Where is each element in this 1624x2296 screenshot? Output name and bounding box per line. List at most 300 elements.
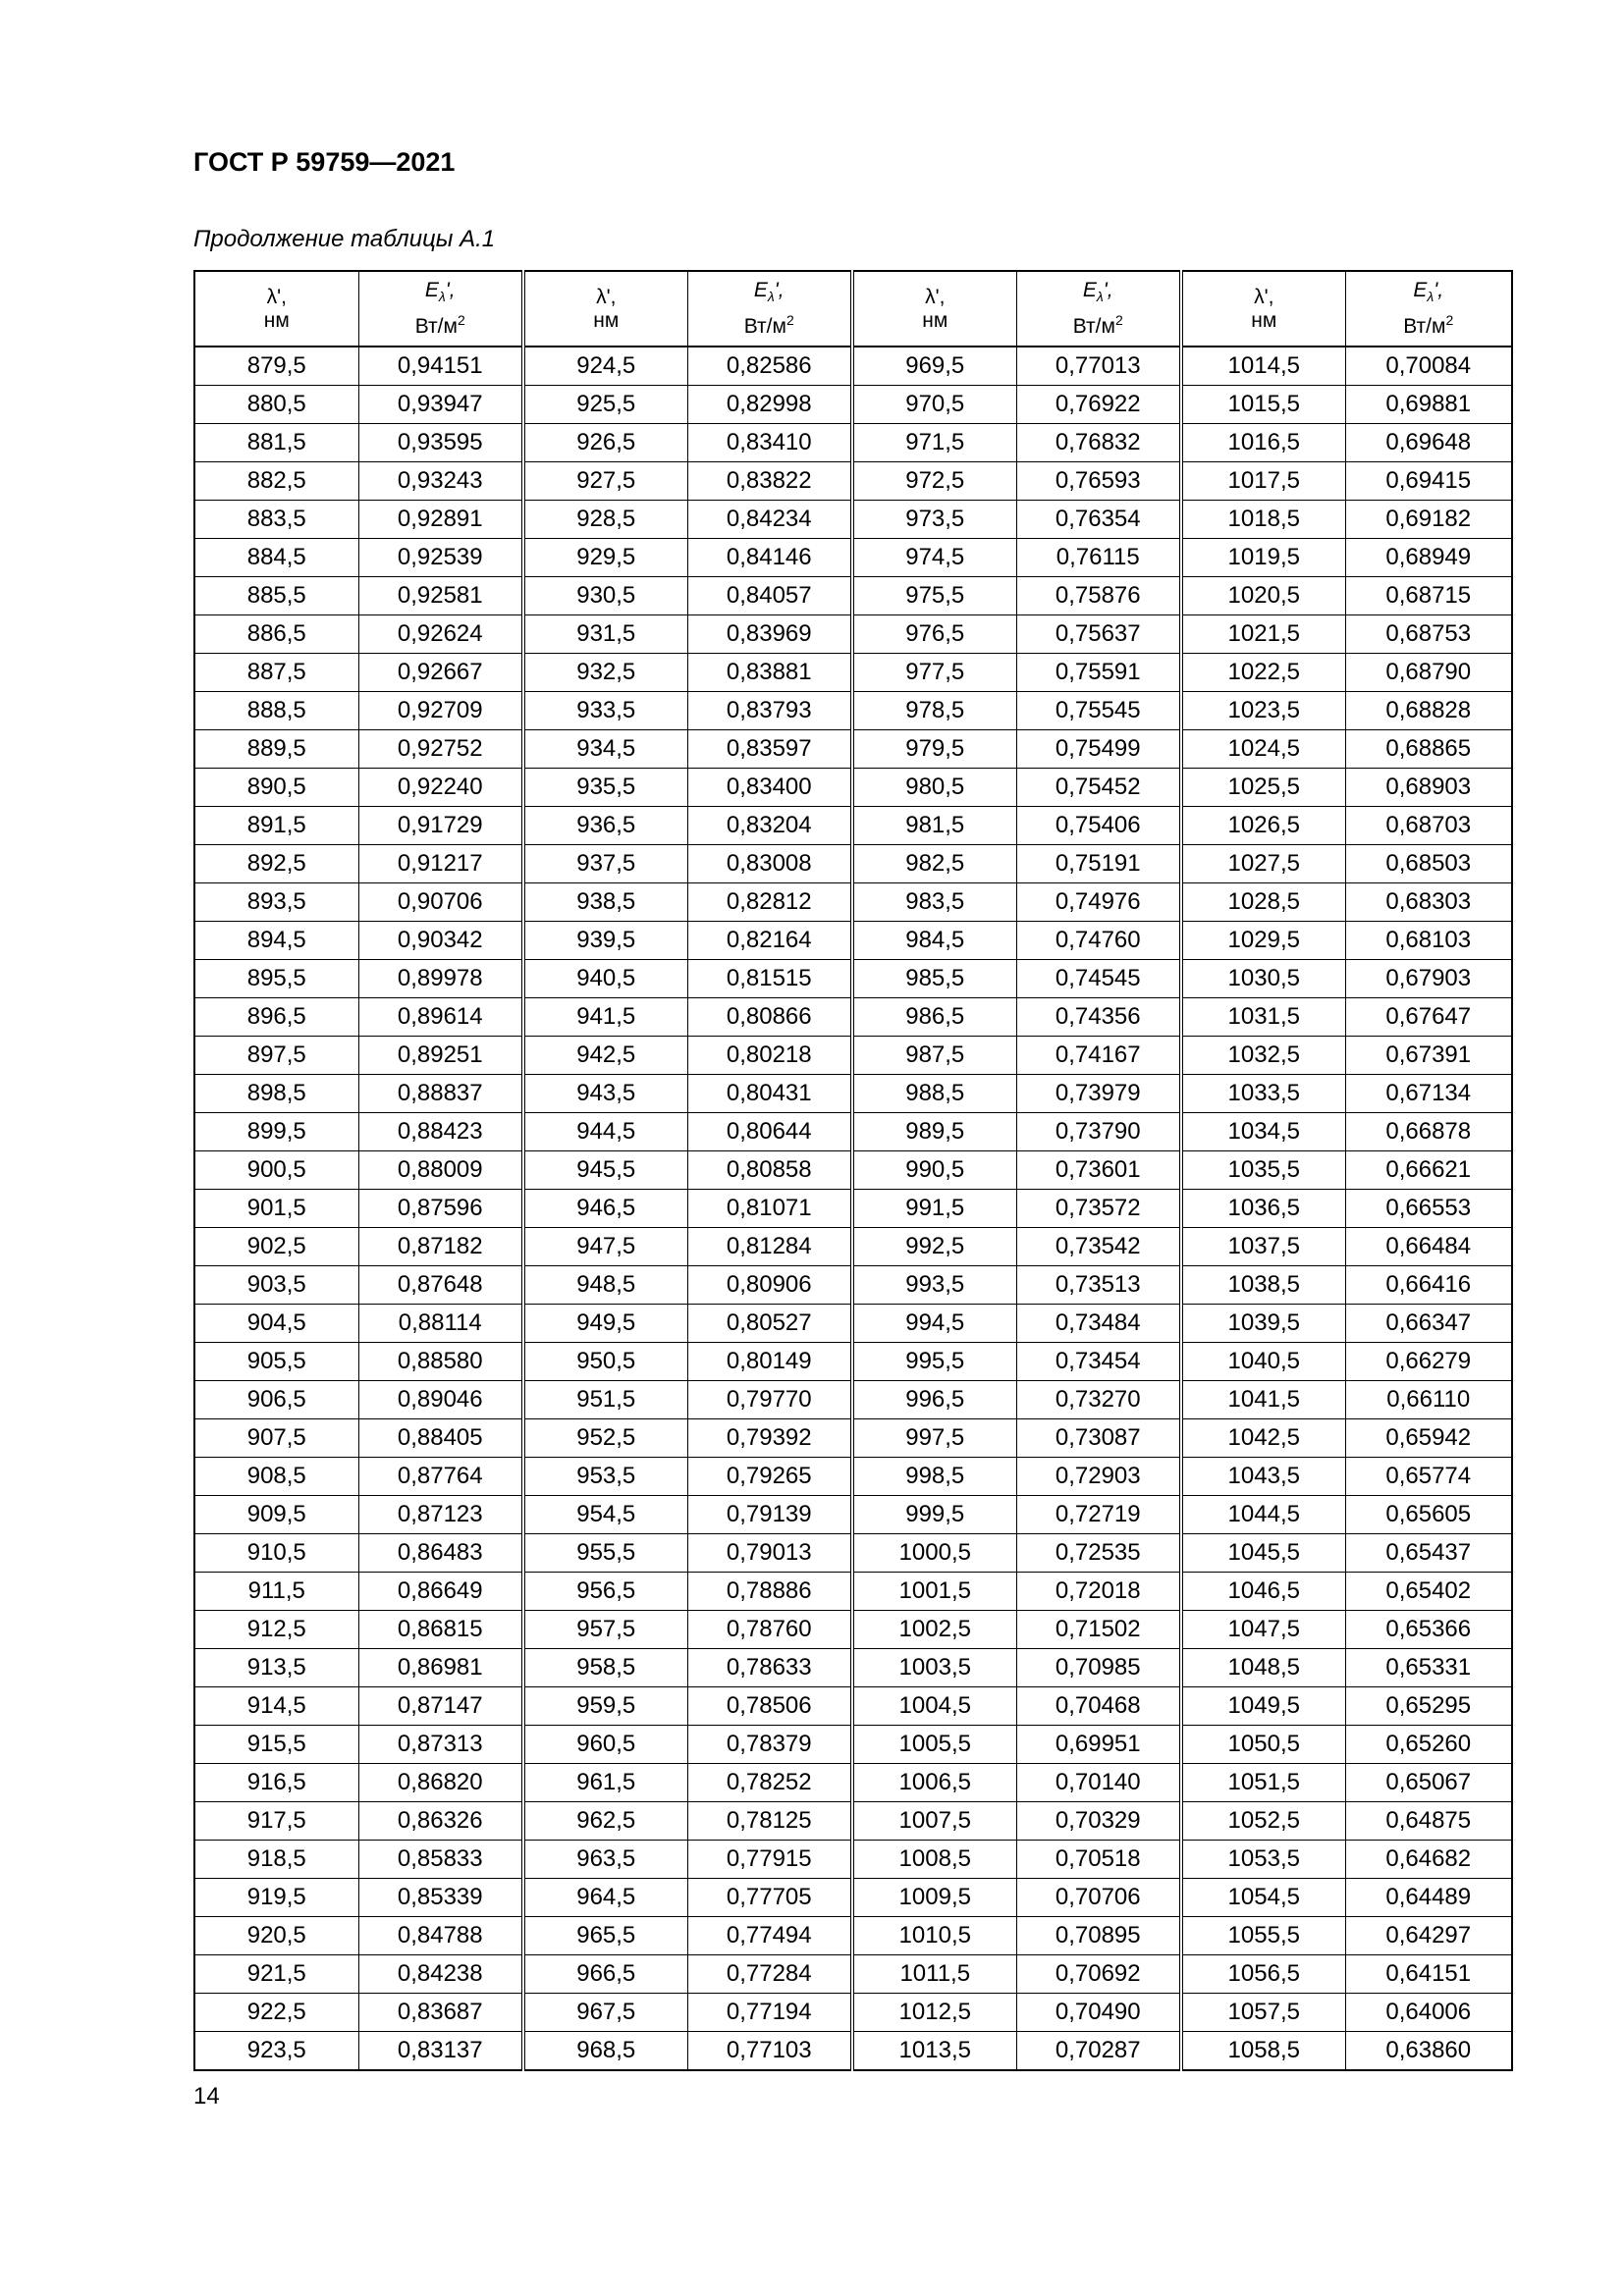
header-line-2: нм [263, 308, 290, 332]
wavelength-cell: 1020,5 [1181, 577, 1345, 615]
irradiance-cell: 0,68503 [1345, 845, 1512, 883]
irradiance-cell: 0,73454 [1016, 1343, 1181, 1381]
wavelength-cell: 1029,5 [1181, 922, 1345, 960]
wavelength-cell: 1032,5 [1181, 1037, 1345, 1075]
irradiance-cell: 0,83822 [687, 462, 852, 501]
header-wavelength [852, 271, 1016, 347]
wavelength-cell: 885,5 [194, 577, 358, 615]
table-row [194, 1458, 1512, 1496]
irradiance-cell: 0,92667 [358, 654, 523, 692]
irradiance-cell: 0,78506 [687, 1687, 852, 1726]
table-row [194, 998, 1512, 1037]
table-row [194, 1343, 1512, 1381]
wavelength-cell: 1012,5 [852, 1994, 1016, 2032]
wavelength-cell: 895,5 [194, 960, 358, 998]
irradiance-cell: 0,65366 [1345, 1611, 1512, 1649]
table-row [194, 1917, 1512, 1955]
wavelength-cell: 977,5 [852, 654, 1016, 692]
wavelength-cell: 988,5 [852, 1075, 1016, 1113]
irradiance-cell: 0,80866 [687, 998, 852, 1037]
header-wavelength [194, 271, 358, 347]
irradiance-cell: 0,65260 [1345, 1726, 1512, 1764]
irradiance-cell: 0,90706 [358, 883, 523, 922]
irradiance-cell: 0,86326 [358, 1802, 523, 1841]
wavelength-cell: 1011,5 [852, 1955, 1016, 1994]
wavelength-cell: 1026,5 [1181, 807, 1345, 845]
wavelength-cell: 924,5 [523, 347, 687, 386]
wavelength-cell: 944,5 [523, 1113, 687, 1151]
wavelength-cell: 1027,5 [1181, 845, 1345, 883]
wavelength-cell: 970,5 [852, 386, 1016, 424]
irradiance-cell: 0,75876 [1016, 577, 1181, 615]
wavelength-cell: 1021,5 [1181, 615, 1345, 654]
irradiance-cell: 0,70490 [1016, 1994, 1181, 2032]
irradiance-cell: 0,78125 [687, 1802, 852, 1841]
irradiance-cell: 0,92240 [358, 769, 523, 807]
wavelength-cell: 965,5 [523, 1917, 687, 1955]
irradiance-cell: 0,83687 [358, 1994, 523, 2032]
irradiance-cell: 0,87147 [358, 1687, 523, 1726]
wavelength-cell: 932,5 [523, 654, 687, 692]
header-line-1: $E_\lambda'$, [753, 278, 785, 305]
wavelength-cell: 897,5 [194, 1037, 358, 1075]
irradiance-cell: 0,74356 [1016, 998, 1181, 1037]
irradiance-cell: 0,66416 [1345, 1266, 1512, 1305]
wavelength-cell: 990,5 [852, 1151, 1016, 1190]
header-line-2: $Вт/м^2$ [1403, 312, 1454, 339]
irradiance-cell: 0,70468 [1016, 1687, 1181, 1726]
irradiance-cell: 0,70706 [1016, 1879, 1181, 1917]
irradiance-cell: 0,92539 [358, 539, 523, 577]
wavelength-cell: 920,5 [194, 1917, 358, 1955]
wavelength-cell: 925,5 [523, 386, 687, 424]
wavelength-cell: 898,5 [194, 1075, 358, 1113]
header-wavelength [523, 271, 687, 347]
irradiance-cell: 0,69951 [1016, 1726, 1181, 1764]
wavelength-cell: 1008,5 [852, 1841, 1016, 1879]
table-row [194, 1419, 1512, 1458]
wavelength-cell: 1041,5 [1181, 1381, 1345, 1419]
wavelength-cell: 919,5 [194, 1879, 358, 1917]
wavelength-cell: 942,5 [523, 1037, 687, 1075]
irradiance-cell: 0,92891 [358, 501, 523, 539]
irradiance-cell: 0,64875 [1345, 1802, 1512, 1841]
header-irradiance [1016, 271, 1181, 347]
irradiance-cell: 0,70518 [1016, 1841, 1181, 1879]
irradiance-cell: 0,66110 [1345, 1381, 1512, 1419]
irradiance-cell: 0,77705 [687, 1879, 852, 1917]
wavelength-cell: 1014,5 [1181, 347, 1345, 386]
wavelength-cell: 1003,5 [852, 1649, 1016, 1687]
header-line-2: нм [922, 308, 948, 332]
table-caption: Продолжение таблицы А.1 [193, 226, 496, 252]
wavelength-cell: 1002,5 [852, 1611, 1016, 1649]
irradiance-cell: 0,81071 [687, 1190, 852, 1228]
table-row [194, 1190, 1512, 1228]
wavelength-cell: 1034,5 [1181, 1113, 1345, 1151]
irradiance-cell: 0,89251 [358, 1037, 523, 1075]
irradiance-cell: 0,75545 [1016, 692, 1181, 730]
irradiance-cell: 0,79770 [687, 1381, 852, 1419]
irradiance-cell: 0,89046 [358, 1381, 523, 1419]
header-irradiance [358, 271, 523, 347]
wavelength-cell: 909,5 [194, 1496, 358, 1534]
wavelength-cell: 883,5 [194, 501, 358, 539]
table-row [194, 347, 1512, 386]
table-row [194, 2032, 1512, 2071]
wavelength-cell: 1058,5 [1181, 2032, 1345, 2071]
irradiance-cell: 0,73087 [1016, 1419, 1181, 1458]
irradiance-cell: 0,68865 [1345, 730, 1512, 769]
table-row [194, 730, 1512, 769]
irradiance-cell: 0,69881 [1345, 386, 1512, 424]
header-line-1: $E_\lambda'$, [1082, 278, 1113, 305]
table-row [194, 1266, 1512, 1305]
irradiance-cell: 0,81284 [687, 1228, 852, 1266]
irradiance-cell: 0,82164 [687, 922, 852, 960]
irradiance-cell: 0,75452 [1016, 769, 1181, 807]
wavelength-cell: 974,5 [852, 539, 1016, 577]
table-row [194, 1955, 1512, 1994]
wavelength-cell: 927,5 [523, 462, 687, 501]
table-row [194, 577, 1512, 615]
wavelength-cell: 1036,5 [1181, 1190, 1345, 1228]
wavelength-cell: 1053,5 [1181, 1841, 1345, 1879]
irradiance-cell: 0,84238 [358, 1955, 523, 1994]
irradiance-cell: 0,85833 [358, 1841, 523, 1879]
wavelength-cell: 930,5 [523, 577, 687, 615]
wavelength-cell: 1018,5 [1181, 501, 1345, 539]
irradiance-cell: 0,65331 [1345, 1649, 1512, 1687]
header-line-2: нм [593, 308, 620, 332]
wavelength-cell: 879,5 [194, 347, 358, 386]
table-row [194, 1305, 1512, 1343]
wavelength-cell: 985,5 [852, 960, 1016, 998]
irradiance-cell: 0,89978 [358, 960, 523, 998]
irradiance-cell: 0,88114 [358, 1305, 523, 1343]
irradiance-cell: 0,70084 [1345, 347, 1512, 386]
irradiance-cell: 0,88837 [358, 1075, 523, 1113]
irradiance-cell: 0,65437 [1345, 1534, 1512, 1573]
header-wavelength [1181, 271, 1345, 347]
table-row [194, 1496, 1512, 1534]
irradiance-cell: 0,88423 [358, 1113, 523, 1151]
wavelength-cell: 926,5 [523, 424, 687, 462]
header-line-1: λ', [1254, 285, 1274, 308]
irradiance-cell: 0,92709 [358, 692, 523, 730]
wavelength-cell: 964,5 [523, 1879, 687, 1917]
irradiance-cell: 0,80431 [687, 1075, 852, 1113]
irradiance-cell: 0,75406 [1016, 807, 1181, 845]
irradiance-cell: 0,93947 [358, 386, 523, 424]
wavelength-cell: 1028,5 [1181, 883, 1345, 922]
irradiance-cell: 0,69182 [1345, 501, 1512, 539]
wavelength-cell: 963,5 [523, 1841, 687, 1879]
irradiance-cell: 0,70985 [1016, 1649, 1181, 1687]
wavelength-cell: 890,5 [194, 769, 358, 807]
table-row [194, 1726, 1512, 1764]
wavelength-cell: 952,5 [523, 1419, 687, 1458]
wavelength-cell: 1057,5 [1181, 1994, 1345, 2032]
irradiance-cell: 0,78886 [687, 1573, 852, 1611]
wavelength-cell: 994,5 [852, 1305, 1016, 1343]
spectral-irradiance-table [193, 270, 1513, 2071]
table-row [194, 769, 1512, 807]
irradiance-cell: 0,86483 [358, 1534, 523, 1573]
table-row [194, 1802, 1512, 1841]
table-body [194, 347, 1512, 2070]
table-row [194, 1381, 1512, 1419]
wavelength-cell: 1050,5 [1181, 1726, 1345, 1764]
table-row [194, 386, 1512, 424]
wavelength-cell: 886,5 [194, 615, 358, 654]
irradiance-cell: 0,65402 [1345, 1573, 1512, 1611]
irradiance-cell: 0,69648 [1345, 424, 1512, 462]
irradiance-cell: 0,87123 [358, 1496, 523, 1534]
irradiance-cell: 0,64682 [1345, 1841, 1512, 1879]
irradiance-cell: 0,73270 [1016, 1381, 1181, 1419]
irradiance-cell: 0,78379 [687, 1726, 852, 1764]
irradiance-cell: 0,74545 [1016, 960, 1181, 998]
irradiance-cell: 0,83204 [687, 807, 852, 845]
irradiance-cell: 0,88009 [358, 1151, 523, 1190]
irradiance-cell: 0,87764 [358, 1458, 523, 1496]
irradiance-cell: 0,75191 [1016, 845, 1181, 883]
wavelength-cell: 936,5 [523, 807, 687, 845]
irradiance-cell: 0,83137 [358, 2032, 523, 2071]
wavelength-cell: 912,5 [194, 1611, 358, 1649]
irradiance-cell: 0,70895 [1016, 1917, 1181, 1955]
irradiance-cell: 0,83793 [687, 692, 852, 730]
irradiance-cell: 0,68903 [1345, 769, 1512, 807]
irradiance-cell: 0,68103 [1345, 922, 1512, 960]
wavelength-cell: 962,5 [523, 1802, 687, 1841]
irradiance-cell: 0,93243 [358, 462, 523, 501]
wavelength-cell: 961,5 [523, 1764, 687, 1802]
irradiance-cell: 0,75637 [1016, 615, 1181, 654]
irradiance-cell: 0,70692 [1016, 1955, 1181, 1994]
irradiance-cell: 0,89614 [358, 998, 523, 1037]
wavelength-cell: 955,5 [523, 1534, 687, 1573]
irradiance-cell: 0,76354 [1016, 501, 1181, 539]
irradiance-cell: 0,76832 [1016, 424, 1181, 462]
irradiance-cell: 0,67903 [1345, 960, 1512, 998]
wavelength-cell: 989,5 [852, 1113, 1016, 1151]
wavelength-cell: 986,5 [852, 998, 1016, 1037]
wavelength-cell: 1017,5 [1181, 462, 1345, 501]
irradiance-cell: 0,74976 [1016, 883, 1181, 922]
wavelength-cell: 1009,5 [852, 1879, 1016, 1917]
irradiance-cell: 0,87596 [358, 1190, 523, 1228]
wavelength-cell: 1035,5 [1181, 1151, 1345, 1190]
wavelength-cell: 968,5 [523, 2032, 687, 2071]
irradiance-cell: 0,87182 [358, 1228, 523, 1266]
wavelength-cell: 888,5 [194, 692, 358, 730]
irradiance-cell: 0,82812 [687, 883, 852, 922]
wavelength-cell: 891,5 [194, 807, 358, 845]
irradiance-cell: 0,84146 [687, 539, 852, 577]
wavelength-cell: 951,5 [523, 1381, 687, 1419]
irradiance-cell: 0,86981 [358, 1649, 523, 1687]
wavelength-cell: 894,5 [194, 922, 358, 960]
irradiance-cell: 0,65605 [1345, 1496, 1512, 1534]
irradiance-cell: 0,77915 [687, 1841, 852, 1879]
irradiance-cell: 0,73542 [1016, 1228, 1181, 1266]
wavelength-cell: 978,5 [852, 692, 1016, 730]
irradiance-cell: 0,83400 [687, 769, 852, 807]
irradiance-cell: 0,75591 [1016, 654, 1181, 692]
wavelength-cell: 907,5 [194, 1419, 358, 1458]
irradiance-cell: 0,66279 [1345, 1343, 1512, 1381]
irradiance-cell: 0,77194 [687, 1994, 852, 2032]
irradiance-cell: 0,72535 [1016, 1534, 1181, 1573]
wavelength-cell: 984,5 [852, 922, 1016, 960]
irradiance-cell: 0,66621 [1345, 1151, 1512, 1190]
wavelength-cell: 987,5 [852, 1037, 1016, 1075]
table-row [194, 1687, 1512, 1726]
irradiance-cell: 0,69415 [1345, 462, 1512, 501]
wavelength-cell: 1016,5 [1181, 424, 1345, 462]
irradiance-cell: 0,72018 [1016, 1573, 1181, 1611]
wavelength-cell: 1024,5 [1181, 730, 1345, 769]
wavelength-cell: 1006,5 [852, 1764, 1016, 1802]
wavelength-cell: 917,5 [194, 1802, 358, 1841]
irradiance-cell: 0,73790 [1016, 1113, 1181, 1151]
wavelength-cell: 1044,5 [1181, 1496, 1345, 1534]
wavelength-cell: 967,5 [523, 1994, 687, 2032]
wavelength-cell: 922,5 [194, 1994, 358, 2032]
irradiance-cell: 0,64151 [1345, 1955, 1512, 1994]
wavelength-cell: 1004,5 [852, 1687, 1016, 1726]
wavelength-cell: 949,5 [523, 1305, 687, 1343]
irradiance-cell: 0,73601 [1016, 1151, 1181, 1190]
table-row [194, 1994, 1512, 2032]
irradiance-cell: 0,73513 [1016, 1266, 1181, 1305]
irradiance-cell: 0,79265 [687, 1458, 852, 1496]
irradiance-cell: 0,66347 [1345, 1305, 1512, 1343]
header-line-1: λ', [266, 285, 287, 308]
header-line-2: $Вт/м^2$ [414, 312, 465, 339]
table-row [194, 1841, 1512, 1879]
wavelength-cell: 976,5 [852, 615, 1016, 654]
wavelength-cell: 946,5 [523, 1190, 687, 1228]
irradiance-cell: 0,92624 [358, 615, 523, 654]
wavelength-cell: 889,5 [194, 730, 358, 769]
irradiance-cell: 0,70287 [1016, 2032, 1181, 2071]
header-line-1: $E_\lambda'$, [424, 278, 456, 305]
irradiance-cell: 0,68790 [1345, 654, 1512, 692]
wavelength-cell: 1023,5 [1181, 692, 1345, 730]
irradiance-cell: 0,84234 [687, 501, 852, 539]
wavelength-cell: 1055,5 [1181, 1917, 1345, 1955]
irradiance-cell: 0,84057 [687, 577, 852, 615]
irradiance-cell: 0,65774 [1345, 1458, 1512, 1496]
wavelength-cell: 1000,5 [852, 1534, 1016, 1573]
wavelength-cell: 1025,5 [1181, 769, 1345, 807]
irradiance-cell: 0,83597 [687, 730, 852, 769]
irradiance-cell: 0,94151 [358, 347, 523, 386]
irradiance-cell: 0,65295 [1345, 1687, 1512, 1726]
irradiance-cell: 0,67391 [1345, 1037, 1512, 1075]
irradiance-cell: 0,84788 [358, 1917, 523, 1955]
header-line-1: λ', [596, 285, 617, 308]
wavelength-cell: 1039,5 [1181, 1305, 1345, 1343]
irradiance-cell: 0,64006 [1345, 1994, 1512, 2032]
wavelength-cell: 933,5 [523, 692, 687, 730]
table-row [194, 615, 1512, 654]
irradiance-cell: 0,65942 [1345, 1419, 1512, 1458]
table-row [194, 1228, 1512, 1266]
irradiance-cell: 0,85339 [358, 1879, 523, 1917]
irradiance-cell: 0,68828 [1345, 692, 1512, 730]
wavelength-cell: 1052,5 [1181, 1802, 1345, 1841]
wavelength-cell: 1048,5 [1181, 1649, 1345, 1687]
irradiance-cell: 0,70140 [1016, 1764, 1181, 1802]
table-row [194, 1037, 1512, 1075]
table-row [194, 845, 1512, 883]
irradiance-cell: 0,67647 [1345, 998, 1512, 1037]
wavelength-cell: 884,5 [194, 539, 358, 577]
wavelength-cell: 921,5 [194, 1955, 358, 1994]
irradiance-cell: 0,76115 [1016, 539, 1181, 577]
irradiance-cell: 0,68303 [1345, 883, 1512, 922]
wavelength-cell: 1022,5 [1181, 654, 1345, 692]
wavelength-cell: 892,5 [194, 845, 358, 883]
table-row [194, 1611, 1512, 1649]
wavelength-cell: 1040,5 [1181, 1343, 1345, 1381]
wavelength-cell: 957,5 [523, 1611, 687, 1649]
irradiance-cell: 0,74760 [1016, 922, 1181, 960]
wavelength-cell: 979,5 [852, 730, 1016, 769]
irradiance-cell: 0,77494 [687, 1917, 852, 1955]
wavelength-cell: 938,5 [523, 883, 687, 922]
irradiance-cell: 0,83881 [687, 654, 852, 692]
wavelength-cell: 1043,5 [1181, 1458, 1345, 1496]
table-row [194, 1649, 1512, 1687]
irradiance-cell: 0,86649 [358, 1573, 523, 1611]
wavelength-cell: 929,5 [523, 539, 687, 577]
wavelength-cell: 1042,5 [1181, 1419, 1345, 1458]
irradiance-cell: 0,92581 [358, 577, 523, 615]
wavelength-cell: 981,5 [852, 807, 1016, 845]
irradiance-cell: 0,90342 [358, 922, 523, 960]
table-row [194, 1573, 1512, 1611]
wavelength-cell: 928,5 [523, 501, 687, 539]
irradiance-cell: 0,79013 [687, 1534, 852, 1573]
irradiance-cell: 0,80858 [687, 1151, 852, 1190]
wavelength-cell: 896,5 [194, 998, 358, 1037]
wavelength-cell: 960,5 [523, 1726, 687, 1764]
irradiance-cell: 0,76593 [1016, 462, 1181, 501]
irradiance-cell: 0,77284 [687, 1955, 852, 1994]
wavelength-cell: 931,5 [523, 615, 687, 654]
wavelength-cell: 914,5 [194, 1687, 358, 1726]
table-row [194, 1151, 1512, 1190]
wavelength-cell: 934,5 [523, 730, 687, 769]
irradiance-cell: 0,82586 [687, 347, 852, 386]
wavelength-cell: 972,5 [852, 462, 1016, 501]
wavelength-cell: 945,5 [523, 1151, 687, 1190]
irradiance-cell: 0,86820 [358, 1764, 523, 1802]
irradiance-cell: 0,76922 [1016, 386, 1181, 424]
wavelength-cell: 935,5 [523, 769, 687, 807]
wavelength-cell: 943,5 [523, 1075, 687, 1113]
irradiance-cell: 0,93595 [358, 424, 523, 462]
irradiance-cell: 0,88405 [358, 1419, 523, 1458]
irradiance-cell: 0,78760 [687, 1611, 852, 1649]
wavelength-cell: 903,5 [194, 1266, 358, 1305]
wavelength-cell: 881,5 [194, 424, 358, 462]
